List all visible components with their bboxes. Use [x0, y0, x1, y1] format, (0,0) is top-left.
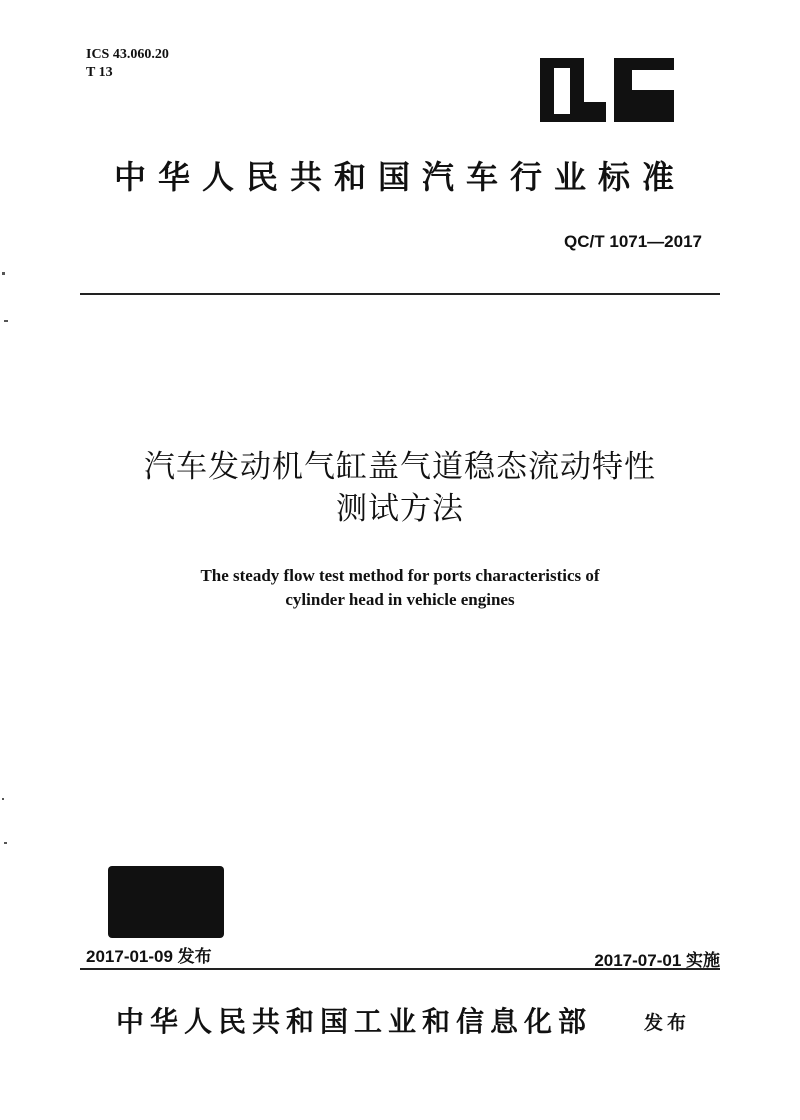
publish-date: 2017-01-09 发布 [86, 947, 212, 966]
issuing-authority: 中华人民共和国工业和信息化部 [116, 1005, 593, 1038]
chinese-title-line-2: 测试方法 [336, 491, 464, 527]
chinese-title [40, 446, 760, 530]
standard-number: QC/T 1071—2017 [564, 232, 702, 251]
scan-mark [4, 320, 8, 322]
issuing-action: 发布 [644, 1012, 691, 1034]
ics-block [86, 46, 169, 82]
footer-divider [80, 968, 720, 970]
ics-code: ICS 43.060.20 [86, 47, 169, 62]
qc-logo [540, 58, 674, 122]
english-title [60, 564, 740, 612]
standard-category-title: 中华人民共和国汽车行业标准 [113, 158, 686, 196]
scan-mark [2, 798, 4, 800]
chinese-title-line-1: 汽车发动机气缸盖气道稳态流动特性 [144, 449, 656, 485]
english-title-line-2: cylinder head in vehicle engines [285, 590, 515, 609]
scan-mark [4, 842, 7, 844]
redacted-stamp [108, 866, 224, 938]
header-divider [80, 293, 720, 295]
scan-mark [2, 272, 5, 275]
standard-class: T 13 [86, 65, 113, 80]
effective-date: 2017-07-01 实施 [594, 951, 720, 970]
english-title-line-1: The steady flow test method for ports characteristics of [200, 566, 600, 585]
